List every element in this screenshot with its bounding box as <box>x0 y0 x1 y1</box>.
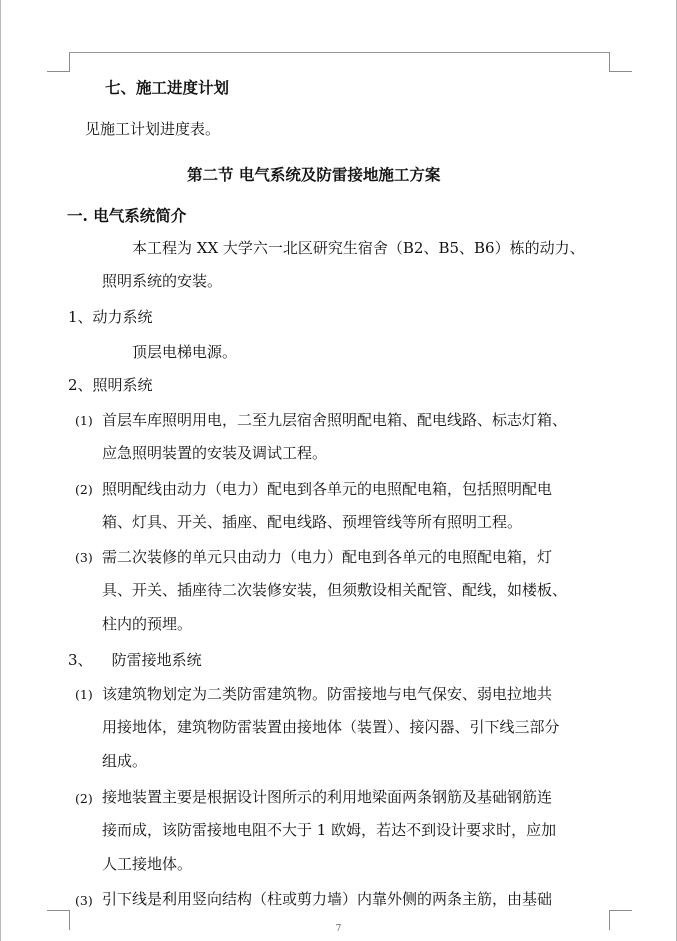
crop-mark-top-left-v <box>69 52 70 72</box>
chapter-title: 第二节 电气系统及防雷接地施工方案 <box>187 165 441 184</box>
crop-mark-bottom-right-h <box>609 910 632 911</box>
intro-line-2: 照明系统的安装。 <box>102 272 223 290</box>
item3-title: 3、 防雷接地系统 <box>68 651 202 669</box>
crop-mark-top-right-v <box>609 52 610 72</box>
item2-sub3-line-3: 柱内的预埋。 <box>102 615 193 633</box>
item2-sub2-line-2: 箱、灯具、开关、插座、配电线路、预埋管线等所有照明工程。 <box>102 513 523 531</box>
item2-sub1-line-1: 首层车库照明用电，二至九层宿舍照明配电箱、配电线路、标志灯箱、 <box>102 411 568 429</box>
section-body: 见施工计划进度表。 <box>85 120 221 138</box>
item2-sub1-line-2: 应急照明装置的安装及调试工程。 <box>102 444 328 462</box>
item3-sub2-line-1: 接地装置主要是根据设计图所示的利用地梁面两条钢筋及基础钢筋连 <box>102 788 553 806</box>
item2-title: 2、照明系统 <box>68 376 153 394</box>
item1-body: 顶层电梯电源。 <box>132 343 238 361</box>
item2-sub3-line-1: 需二次装修的单元只由动力（电力）配电到各单元的电照配电箱，灯 <box>102 548 553 566</box>
item3-sub1-line-2: 用接地体，建筑物防雷装置由接地体（装置）、接闪器、引下线三部分 <box>102 718 560 736</box>
crop-mark-bottom-left-h <box>47 910 70 911</box>
item3-sub3-number: (3) <box>75 893 93 908</box>
crop-mark-top-left-h <box>47 71 70 72</box>
item3-sub1-number: (1) <box>75 687 93 702</box>
page-number: 7 <box>335 924 342 934</box>
item3-sub2-line-3: 人工接地体。 <box>102 855 193 873</box>
item3-sub1-line-3: 组成。 <box>102 752 148 770</box>
item2-sub3-number: (3) <box>75 550 93 565</box>
section-heading: 七、施工进度计划 <box>105 78 230 97</box>
page-top-rule <box>69 52 609 53</box>
item2-sub2-line-1: 照明配线由动力（电力）配电到各单元的电照配电箱，包括照明配电 <box>102 480 553 498</box>
item2-sub2-number: (2) <box>75 482 93 497</box>
intro-line-1: 本工程为 XX 大学六一北区研究生宿舍（B2、B5、B6）栋的动力、 <box>132 239 585 257</box>
item1-title: 1、动力系统 <box>68 308 153 326</box>
item3-sub2-line-2: 接而成，该防雷接地电阻不大于 1 欧姆，若达不到设计要求时，应加 <box>102 821 557 839</box>
item3-sub2-number: (2) <box>75 791 93 806</box>
part1-heading: 一. 电气系统简介 <box>67 206 187 225</box>
item3-sub1-line-1: 该建筑物划定为二类防雷建筑物。防雷接地与电气保安、弱电拉地共 <box>102 685 553 703</box>
crop-mark-top-right-h <box>609 71 632 72</box>
item3-sub3-line-1: 引下线是利用竖向结构（柱或剪力墙）内靠外侧的两条主筋，由基础 <box>102 890 553 908</box>
item2-sub1-number: (1) <box>75 413 93 428</box>
item2-sub3-line-2: 具、开关、插座待二次装修安装，但须敷设相关配管、配线，如楼板、 <box>102 581 568 599</box>
